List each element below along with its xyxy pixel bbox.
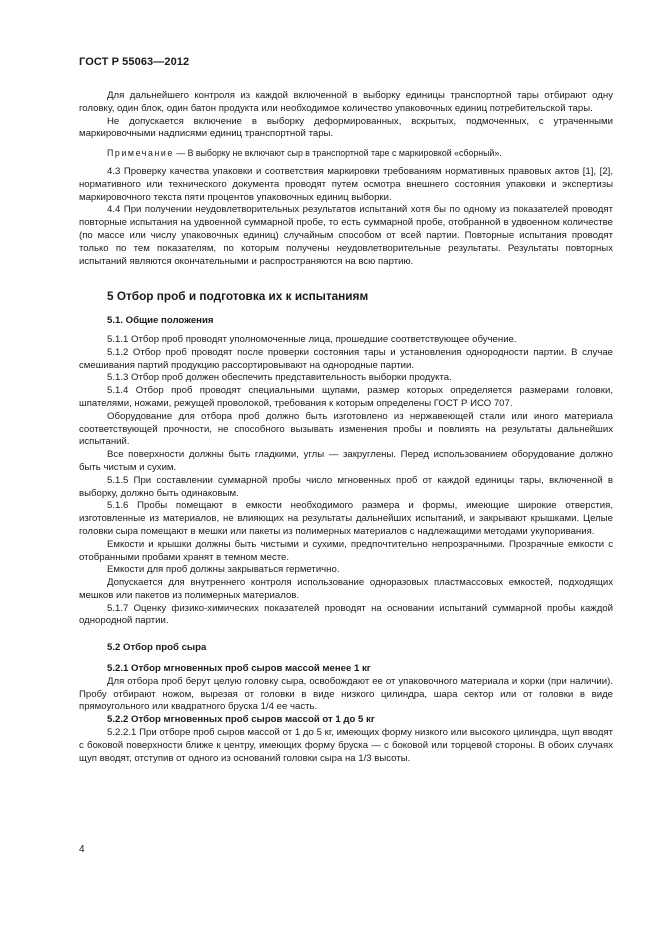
note-text: — В выборку не включают сыр в транспортной таре с маркировкой «сборный». <box>173 148 502 159</box>
subsection-heading: 5.2 Отбор проб сыра <box>107 642 207 654</box>
paragraph: 5.1.6 Пробы помещают в емкости необходимого размера и формы, имеющие широкие отверстия, изготовленные из материалов, не влияющих на результаты дальнейших испытаний, и закрывают крышками. Целые головки сыра помещают в мешки или пакеты из полимерных материалов с надлежащими методами укупоривания. <box>79 500 613 537</box>
section-heading: 5 Отбор проб и подготовка их к испытаниям <box>107 289 369 304</box>
note-label: Примечание <box>107 148 174 159</box>
clause-heading: 5.2.1 Отбор мгновенных проб сыров массой менее 1 кг <box>107 663 371 675</box>
paragraph: 5.1.3 Отбор проб должен обеспечить представительность выборки продукта. <box>107 372 452 384</box>
page-number: 4 <box>79 844 85 855</box>
paragraph: Емкости и крышки должны быть чистыми и сухими, предпочтительно непрозрачными. Прозрачные емкости с отобранными пробами хранят в темном месте. <box>79 538 613 563</box>
paragraph: 5.1.4 Отбор проб проводят специальными щупами, размер которых определяется размерами головки, шпателями, ножами, режущей проволокой, требования к которым определены ГОСТ Р ИСО 707. <box>79 385 613 409</box>
paragraph: Все поверхности должны быть гладкими, углы — закруглены. Перед использованием оборудование должно быть чистым и сухим. <box>79 449 613 473</box>
paragraph: Для дальнейшего контроля из каждой включенной в выборку единицы транспортной тары отбирают одну головку, один блок, один батон продукта или необходимое количество упаковочных единиц потребительской тары. <box>79 90 613 114</box>
clause-heading: 5.2.2 Отбор мгновенных проб сыров массой от 1 до 5 кг <box>107 714 375 726</box>
paragraph: Не допускается включение в выборку деформированных, вскрытых, подмоченных, с утраченными маркировочными надписями единиц транспортной тары. <box>79 115 613 140</box>
paragraph: 4.4 При получении неудовлетворительных результатов испытаний хотя бы по одному из показателей проводят повторные испытания на удвоенной суммарной пробе, то есть суммарной пробе, отобранной в удвоенном количестве (по массе или числу упаковочных единиц) случайным способом от всей партии. Повторные испытания проводят только по тем показателям, по которым получены неудовлетворительные результаты. Результаты повторных испытаний являются окончательными и распространяются на всю партию. <box>79 204 613 267</box>
paragraph: 5.1.1 Отбор проб проводят уполномоченные лица, прошедшие соответствующее обучение. <box>107 333 517 345</box>
document-body <box>79 90 613 765</box>
note <box>79 147 613 160</box>
paragraph: 5.1.7 Оценку физико-химических показателей проводят на основании испытаний суммарной пробы каждой однородной партии. <box>79 602 613 627</box>
paragraph: 4.3 Проверку качества упаковки и соответствия маркировки требованиям нормативных правовых актов [1], [2], нормативного или технического документа проводят путем осмотра внешнего состояния упаковки и экспертизы маркировочного текста пяти процентов упаковочных единиц выборки. <box>79 165 613 203</box>
paragraph: Допускается для внутреннего контроля использование одноразовых пластмассовых емкостей, подходящих мешков или пакетов из полимерных материалов. <box>79 577 613 601</box>
paragraph: Емкости для проб должны закрываться герметично. <box>107 564 340 576</box>
paragraph: Оборудование для отбора проб должно быть изготовлено из нержавеющей стали или иного материала соответствующей прочности, не способного вызывать изменения пробы и повлиять на результаты дальнейших испытаний. <box>79 410 613 448</box>
subsection-heading: 5.1. Общие положения <box>107 315 214 327</box>
paragraph: 5.1.2 Отбор проб проводят после проверки состояния тары и установления однородности партии. В случае смешивания партий продукцию рассортировывают на однородные партии. <box>79 346 613 371</box>
paragraph: Для отбора проб берут целую головку сыра, освобождают ее от упаковочного материала и корки (при наличии). Пробу отбирают ножом, вырезая от головки в виде низкого цилиндра, шара сектор или от головки в виде прямоугольного или квадратного бруска 1/4 ее часть. <box>79 675 613 713</box>
paragraph: 5.2.2.1 При отборе проб сыров массой от 1 до 5 кг, имеющих форму низкого или высокого цилиндра, щуп вводят с боковой поверхности ближе к центру, имеющих форму бруска — с боковой или торцевой стороны. В обоих случаях щуп вводят, отступив от одного из оснований головки сыра на 1/3 высоты. <box>79 727 613 764</box>
document-header: ГОСТ Р 55063—2012 <box>79 56 190 68</box>
paragraph: 5.1.5 При составлении суммарной пробы число мгновенных проб от каждой единицы тары, включенной в выборку, должно быть одинаковым. <box>79 474 613 499</box>
